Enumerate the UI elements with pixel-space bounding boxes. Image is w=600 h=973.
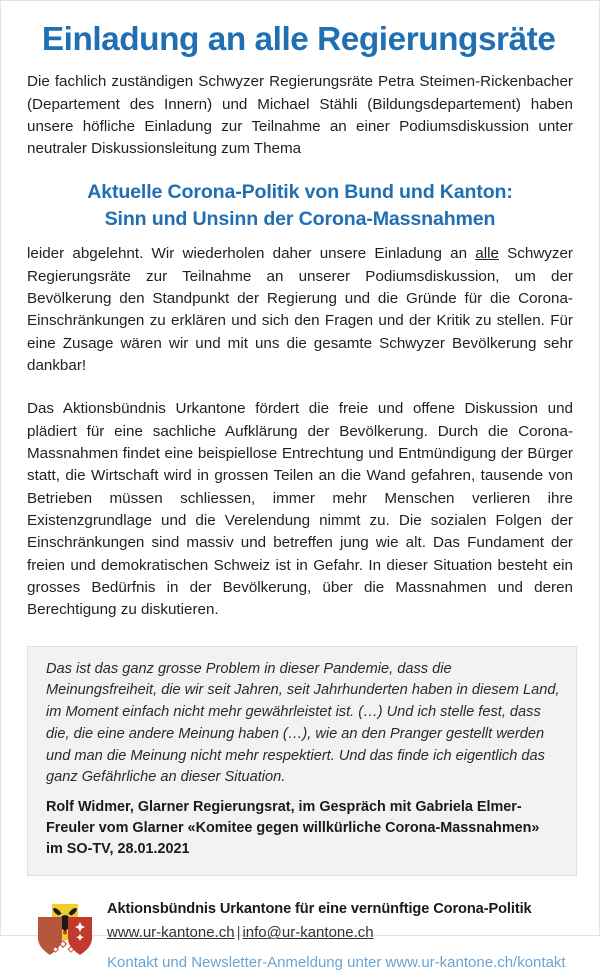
urkantone-wappen-logo-icon <box>35 900 95 962</box>
footer-links <box>107 919 566 943</box>
subheadline-line-2: Sinn und Unsinn der Corona-Massnahmen <box>104 208 496 231</box>
page-title: Einladung an alle Regierungsräte <box>41 21 556 58</box>
quote-text: Das ist das ganz grosse Problem in dieser Pandemie, dass die Meinungsfreiheit, die wir seit Jahren, seit Jahrhunderten haben in diesem Land, im Moment einfach nicht mehr gewährleistet ist. (…) Und ich stelle fest, dass die, die eine andere Meinung haben (…), wie an den Pranger gestellt werden und man die Meinung nicht mehr respektiert. Und das finde ich eigentlich das ganz Gefährliche an dieser Situation. <box>46 660 560 786</box>
footer-text-block <box>95 898 566 973</box>
paragraph-after-subheadline <box>27 234 573 377</box>
emphasis-alle: alle <box>475 245 499 263</box>
paragraph-third: Das Aktionsbündnis Urkantone fördert die freie und offene Diskussion und plädiert für eine sachliche Aufklärung der Bevölkerung. Durch die Corona-Massnahmen findet eine beispiellose Entrechtung und Entmündigung der Bürger statt, die Wirtschaft wird in grossen Teilen an die Wand gefahren, tausende von Betrieben müssen schliessen, immer mehr Menschen verlieren ihre Existenzgrundlage und die Verelendung nimmt zu. Die sozialen Folgen der Einschränkungen sind massiv und betreffen jung wie alt. Das Fundament der freien und demokratischen Schweiz ist in Gefahr. In dieser Situation besteht ein grosses Bedürfnis in der Bevölkerung, über die Massnahmen und deren Berechtigung zu diskutieren. <box>27 400 573 619</box>
subheadline-line-1: Aktuelle Corona-Politik von Bund und Kanton: <box>87 180 513 203</box>
paragraph-part-2: Schwyzer Regierungsräte zur Teilnahme an unserer Podiumsdiskussion, um der Bevölkerung den Standpunkt der Regierung und die Gründe für die Corona-Einschränkungen zu erklären und sich den Fragen und der Kritik zu stellen. Für eine Zusage wären wir und mit uns die gesamte Schwyzer Bevölkerung sehr dankbar! <box>27 245 573 374</box>
link-separator: | <box>236 924 241 942</box>
footer <box>27 877 573 973</box>
content-container <box>1 1 599 973</box>
quote-source: Rolf Widmer, Glarner Regierungsrat, im Gespräch mit Gabriela Elmer-Freuler vom Glarner «Komitee gegen willkürliche Corona-Massnahmen» im SO-TV, 28.01.2021 <box>46 799 540 857</box>
email-link[interactable]: info@ur-kantone.ch <box>242 924 374 942</box>
website-link[interactable]: www.ur-kantone.ch <box>107 924 235 942</box>
subheadline <box>27 161 573 235</box>
intro-paragraph: Die fachlich zuständigen Schwyzer Regierungsräte Petra Steimen-Rickenbacher (Departement des Innern) und Michael Stähli (Bildungsdepartement) haben unsere höfliche Einladung zur Teilnahme an einer Podiumsdiskussion unter neutraler Diskussionsleitung zum Thema <box>27 73 573 158</box>
footer-contact-line[interactable]: Kontakt und Newsletter-Anmeldung unter www.ur-kantone.ch/kontakt <box>107 953 566 971</box>
quote-box <box>27 646 577 876</box>
paragraph-part-1: leider abgelehnt. Wir wiederholen daher unsere Einladung an <box>27 245 476 263</box>
footer-organization: Aktionsbündnis Urkantone für eine vernünftige Corona-Politik <box>107 900 532 917</box>
